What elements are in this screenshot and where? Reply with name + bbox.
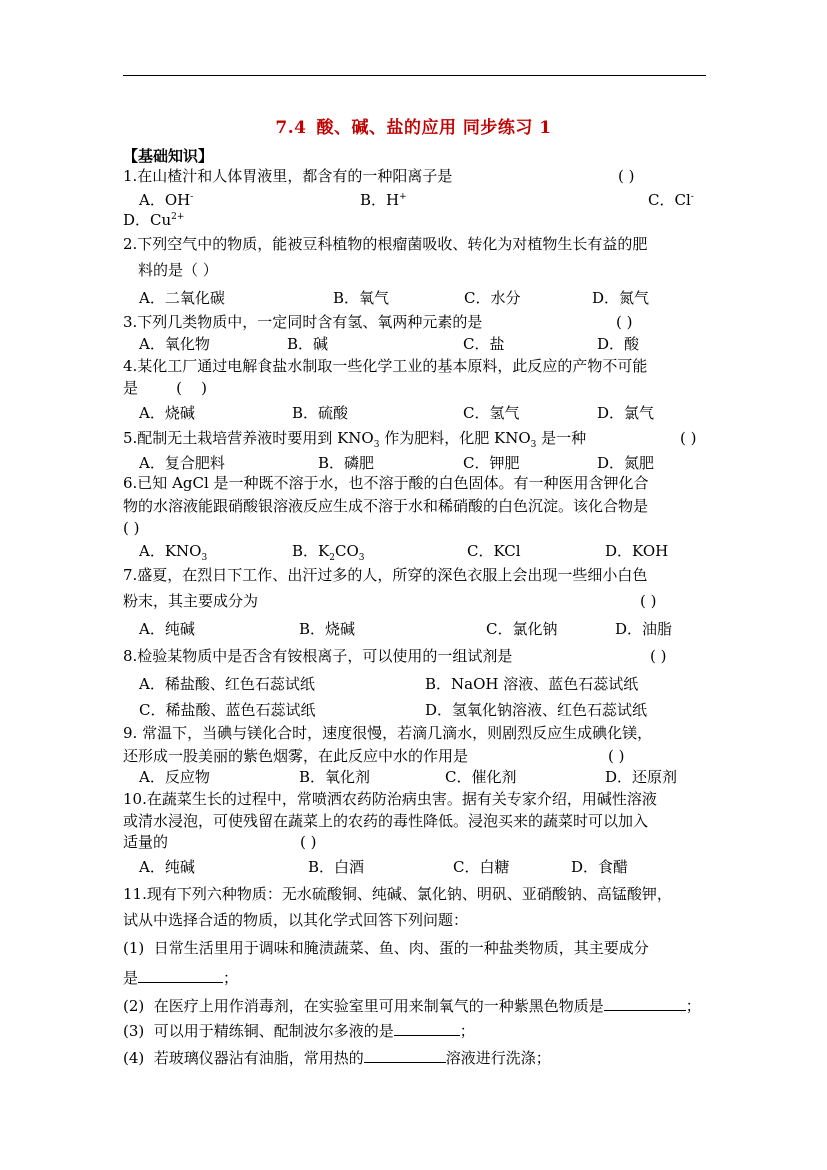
q11-answer-blank-4[interactable] bbox=[364, 1046, 446, 1063]
q3-option-d: D．酸 bbox=[597, 335, 640, 353]
q4-stem-2: 是 ( ) bbox=[123, 379, 207, 397]
q11-stem-2: 试从中选择合适的物质，以其化学式回答下列问题： bbox=[123, 911, 469, 929]
q11-part-4: (4) 若玻璃仪器沾有油脂，常用热的 溶液进行洗涤； bbox=[123, 1046, 551, 1068]
section-heading: 【基础知识】 bbox=[123, 147, 214, 165]
q9-stem-2: 还形成一股美丽的紫色烟雾，在此反应中水的作用是 bbox=[123, 747, 469, 765]
q7-option-a: A．纯碱 bbox=[139, 620, 195, 638]
q5-stem: 5.配制无土栽培营养液时要用到 $KNO_3$ 作为肥料，化肥 $KNO_3$ 是一种 bbox=[123, 429, 587, 450]
q7-option-d: D．油脂 bbox=[615, 620, 673, 638]
q11-answer-blank-3[interactable] bbox=[394, 1019, 460, 1036]
q5-paren: ( ) bbox=[680, 429, 697, 447]
q4-stem-1: 4.某化工厂通过电解食盐水制取一些化学工业的基本原料，此反应的产物不可能 bbox=[123, 357, 648, 375]
q4-option-b: B．硫酸 bbox=[292, 404, 349, 422]
q9-option-d: D．还原剂 bbox=[605, 768, 678, 786]
q3-option-b: B．碱 bbox=[287, 335, 329, 353]
q6-option-d: D．KOH bbox=[605, 542, 669, 560]
q6-stem-3: ( ) bbox=[123, 519, 140, 537]
q6-stem-1: 6.已知 AgCl 是一种既不溶于水，也不溶于酸的白色固体。有一种医用含钾化合 bbox=[123, 474, 649, 492]
q1-option-d: D．$Cu^{2+}$ bbox=[123, 211, 185, 229]
q4-option-c: C．氢气 bbox=[463, 404, 520, 422]
q2-option-d: D．氮气 bbox=[592, 289, 650, 307]
q11-stem-1: 11.现有下列六种物质：无水硫酸铜、纯碱、氯化钠、明矾、亚硝酸钠、高锰酸钾， bbox=[123, 885, 672, 903]
q11-part-2: (2) 在医疗上用作消毒剂，在实验室里可用来制氧气的一种紫黑色物质是 ； bbox=[123, 994, 701, 1016]
q2-option-a: A．二氧化碳 bbox=[139, 289, 225, 307]
q11-part-1-line-2: 是 ； bbox=[123, 966, 238, 988]
q9-option-a: A．反应物 bbox=[139, 768, 210, 786]
q9-option-b: B．氧化剂 bbox=[299, 768, 371, 786]
q10-option-b: B．白酒 bbox=[308, 858, 365, 876]
q7-option-b: B．烧碱 bbox=[299, 620, 356, 638]
q6-option-c: C．KCl bbox=[467, 542, 521, 560]
q11-answer-blank-1[interactable] bbox=[138, 966, 223, 983]
header-rule bbox=[123, 75, 706, 76]
q1-option-b: B．H+ bbox=[360, 191, 407, 209]
q8-stem: 8.检验某物质中是否含有铵根离子，可以使用的一组试剂是 bbox=[123, 647, 513, 665]
page-title: 7.4 酸、碱、盐的应用 同步练习 1 bbox=[275, 118, 552, 138]
q1-stem: 1.在山楂汁和人体胃液里，都含有的一种阳离子是 bbox=[123, 167, 453, 185]
q6-option-a: A．$KNO_3$ bbox=[139, 542, 208, 563]
q11-part-3: (3) 可以用于精练铜、配制波尔多液的是 ； bbox=[123, 1019, 475, 1041]
q7-stem-2: 粉末，其主要成分为 bbox=[123, 592, 259, 610]
q8-option-a: A．稀盐酸、红色石蕊试纸 bbox=[139, 675, 315, 693]
q10-option-a: A．纯碱 bbox=[139, 858, 195, 876]
q2-option-b: B．氧气 bbox=[333, 289, 390, 307]
q3-option-a: A．氧化物 bbox=[139, 335, 210, 353]
q2-option-c: C．水分 bbox=[464, 289, 521, 307]
q11-answer-blank-2[interactable] bbox=[604, 994, 686, 1011]
q8-option-c: C．稀盐酸、蓝色石蕊试纸 bbox=[139, 701, 316, 719]
q5-option-d: D．氮肥 bbox=[597, 454, 655, 472]
q1-option-c: C．Cl- bbox=[648, 191, 694, 209]
q8-option-d: D．氢氧化钠溶液、红色石蕊试纸 bbox=[425, 701, 648, 719]
q7-paren: ( ) bbox=[640, 592, 657, 610]
q1-paren: ( ) bbox=[618, 167, 635, 185]
q10-stem-2: 或清水浸泡，可使残留在蔬菜上的农药的毒性降低。浸泡买来的蔬菜时可以加入 bbox=[123, 812, 649, 830]
q3-paren: ( ) bbox=[616, 313, 633, 331]
q5-option-a: A．复合肥料 bbox=[139, 454, 225, 472]
q3-option-c: C．盐 bbox=[463, 335, 505, 353]
q6-stem-2: 物的水溶液能跟硝酸银溶液反应生成不溶于水和稀硝酸的白色沉淀。该化合物是 bbox=[123, 497, 649, 515]
q7-option-c: C．氯化钠 bbox=[486, 620, 558, 638]
q10-option-d: D．食醋 bbox=[571, 858, 629, 876]
q9-paren: ( ) bbox=[608, 747, 625, 765]
q10-stem-3: 适量的 bbox=[123, 833, 169, 851]
q8-paren: ( ) bbox=[650, 647, 667, 665]
q11-part-1-line-1: (1) 日常生活里用于调味和腌渍蔬菜、鱼、肉、蛋的一种盐类物质，其主要成分 bbox=[123, 939, 649, 957]
q10-stem-1: 10.在蔬菜生长的过程中，常喷洒农药防治病虫害。据有关专家介绍，用碱性溶液 bbox=[123, 790, 657, 808]
q6-option-b: B．$K_2CO_3$ bbox=[292, 542, 365, 563]
q10-option-c: C．白糖 bbox=[453, 858, 510, 876]
q4-option-a: A．烧碱 bbox=[139, 404, 195, 422]
q2-stem-1: 2.下列空气中的物质，能被豆科植物的根瘤菌吸收、转化为对植物生长有益的肥 bbox=[123, 235, 648, 253]
q9-option-c: C．催化剂 bbox=[445, 768, 517, 786]
q8-option-b: B．NaOH 溶液、蓝色石蕊试纸 bbox=[425, 675, 639, 693]
q7-stem-1: 7.盛夏，在烈日下工作、出汗过多的人，所穿的深色衣服上会出现一些细小白色 bbox=[123, 566, 648, 584]
q5-option-b: B．磷肥 bbox=[318, 454, 375, 472]
q1-option-a: A．OH- bbox=[139, 191, 194, 209]
q4-option-d: D．氯气 bbox=[597, 404, 655, 422]
q3-stem: 3.下列几类物质中，一定同时含有氢、氧两种元素的是 bbox=[123, 313, 483, 331]
q10-paren: ( ) bbox=[300, 833, 317, 851]
q9-stem-1: 9. 常温下，当碘与镁化合时，速度很慢，若滴几滴水，则剧烈反应生成碘化镁， bbox=[123, 724, 653, 742]
q5-option-c: C．钾肥 bbox=[463, 454, 520, 472]
q2-stem-2: 料的是（ ） bbox=[138, 261, 218, 279]
